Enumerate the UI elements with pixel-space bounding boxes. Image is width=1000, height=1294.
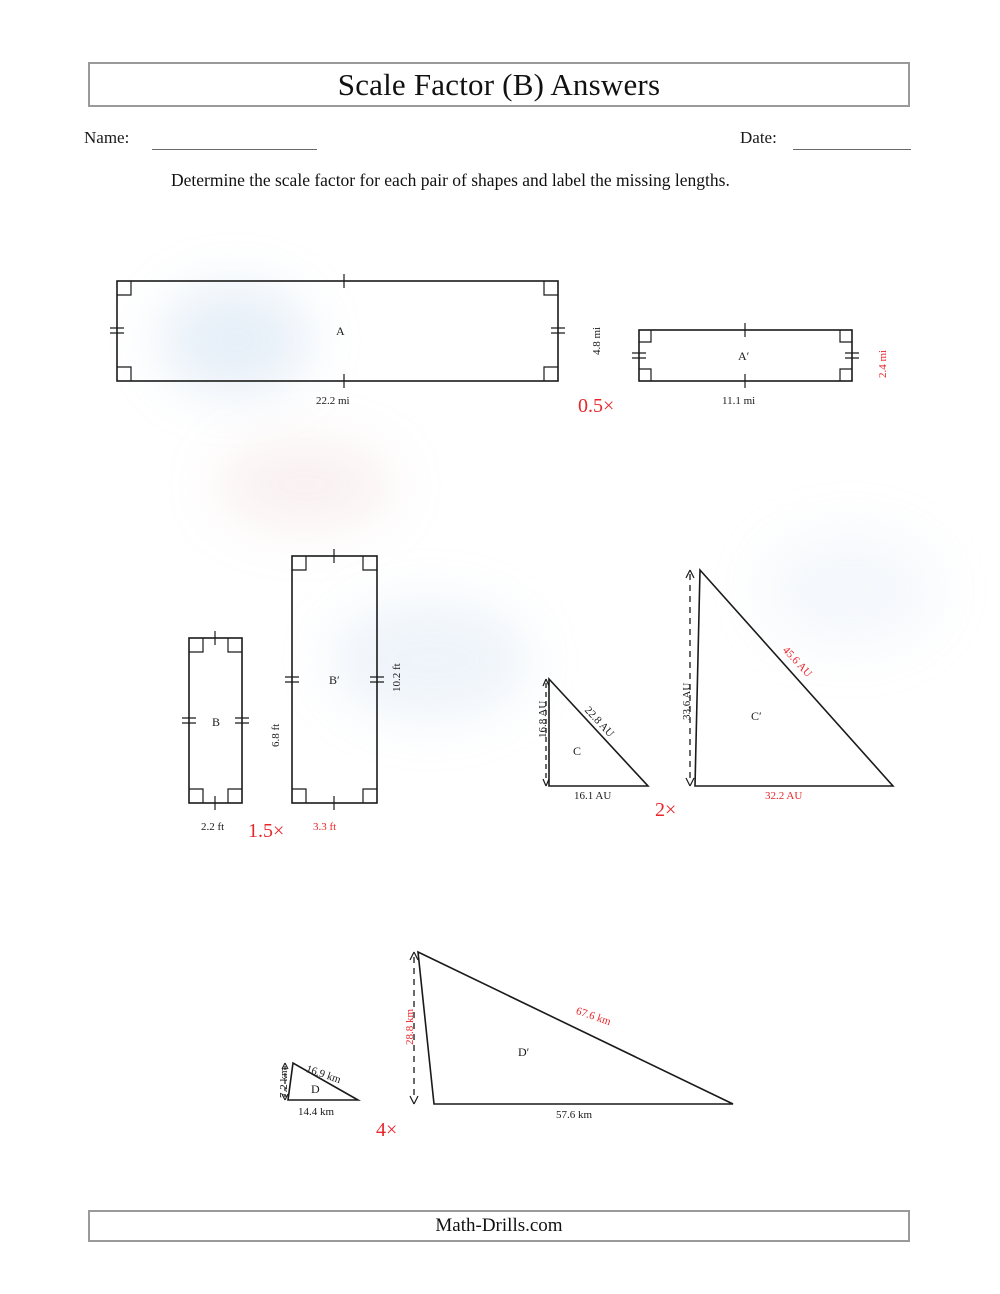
dimension-A-prime-height-answer: 2.4 mi	[877, 349, 889, 378]
title-box	[88, 62, 910, 107]
dimension-C-prime-hypotenuse-answer: 45.6 AU	[779, 644, 815, 680]
shape-label-A-prime: A′	[738, 349, 750, 363]
dimension-C-prime-height: 33.6 AU	[681, 682, 693, 720]
dimension-B-prime-height: 10.2 ft	[391, 663, 403, 692]
dimension-C-hypotenuse: 22.8 AU	[581, 704, 617, 740]
dimension-D-prime-base: 57.6 km	[556, 1109, 593, 1121]
dimension-D-prime-hypotenuse-answer: 67.6 km	[574, 1005, 613, 1029]
scan-artifact	[330, 600, 530, 720]
name-label: Name:	[84, 128, 130, 147]
dimension-D-hypotenuse: 16.9 km	[304, 1063, 343, 1087]
dimension-D-base: 14.4 km	[298, 1106, 335, 1118]
shape-label-B-prime: B′	[329, 673, 340, 687]
shape-label-C-prime: C′	[751, 709, 762, 723]
dimension-C-height: 16.8 AU	[537, 700, 549, 738]
dimension-A-prime-width: 11.1 mi	[722, 395, 756, 407]
date-input-line[interactable]	[793, 149, 911, 150]
shape-triangle-C	[543, 679, 648, 786]
dimension-D-height: 7.2 km	[278, 1067, 290, 1098]
scale-factor-B: 1.5×	[248, 820, 285, 842]
dimension-C-prime-base-answer: 32.2 AU	[765, 790, 803, 802]
shape-label-D: D	[311, 1082, 320, 1096]
dimension-B-prime-width-answer: 3.3 ft	[313, 821, 337, 833]
page-title: Scale Factor (B) Answers	[337, 66, 661, 102]
scale-factor-A: 0.5×	[578, 395, 615, 417]
dimension-B-width: 2.2 ft	[201, 821, 225, 833]
dimension-D-prime-height-answer: 28.8 km	[404, 1008, 416, 1045]
dimension-A-width: 22.2 mi	[316, 395, 350, 407]
scale-factor-C: 2×	[655, 799, 677, 821]
shape-label-A: A	[336, 324, 345, 338]
name-input-line[interactable]	[152, 149, 317, 150]
scan-artifact	[760, 530, 940, 650]
scale-factor-D: 4×	[376, 1119, 398, 1141]
dimension-C-base: 16.1 AU	[574, 790, 612, 802]
shape-label-B: B	[212, 715, 221, 729]
dimension-A-height: 4.8 mi	[591, 326, 603, 355]
date-label: Date:	[740, 128, 777, 147]
footer-box	[88, 1210, 910, 1242]
shape-triangle-C-prime	[686, 570, 893, 786]
scan-artifact	[215, 440, 395, 530]
shape-label-D-prime: D′	[518, 1045, 530, 1059]
instructions-text: Determine the scale factor for each pair of shapes and label the missing lengths.	[171, 170, 730, 190]
shape-label-C: C	[573, 744, 582, 758]
footer-attribution: Math-Drills.com	[435, 1215, 563, 1236]
dimension-B-height: 6.8 ft	[270, 723, 282, 747]
shape-triangle-D-prime	[410, 952, 733, 1104]
scan-artifact	[160, 285, 310, 395]
